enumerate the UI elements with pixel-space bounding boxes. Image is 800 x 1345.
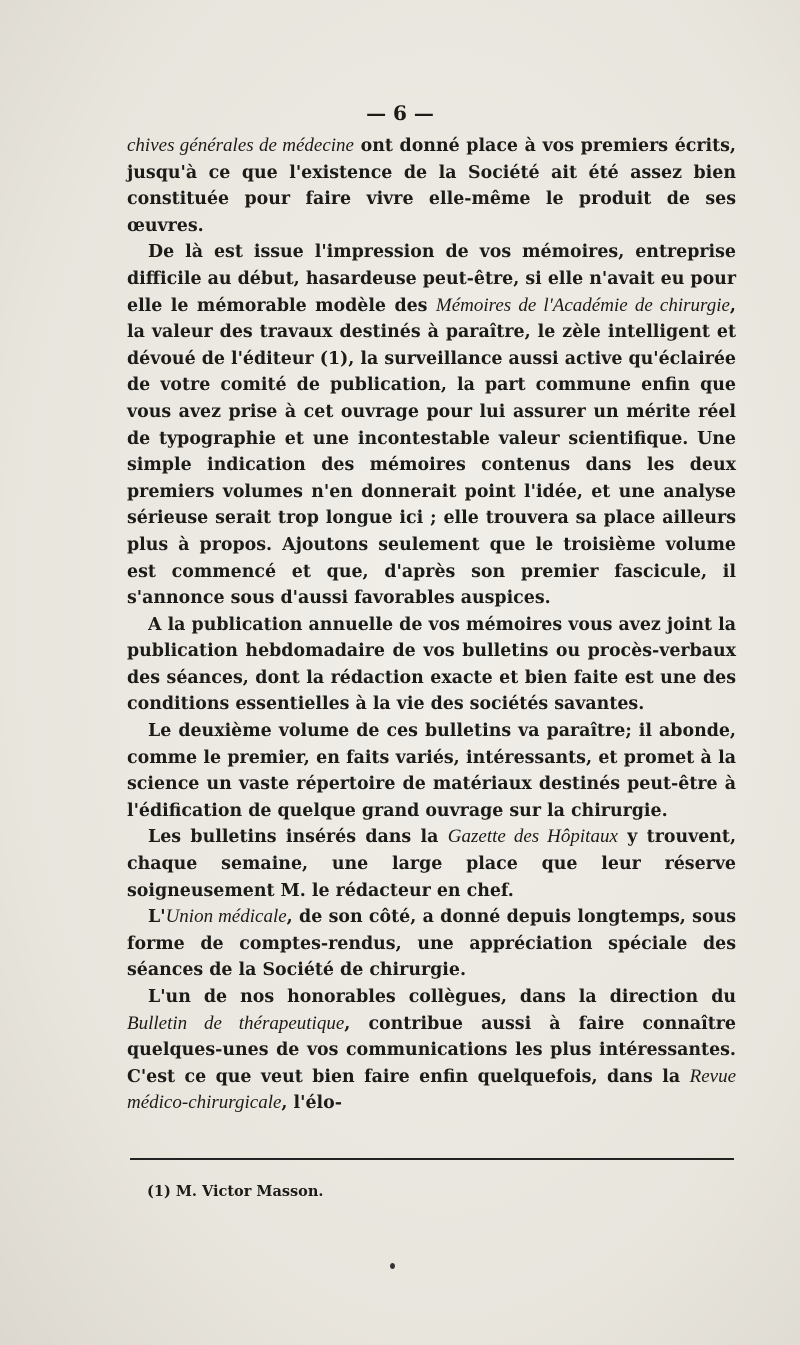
text-run: , la valeur des travaux destinés à paraître, le zèle intelligent et dévoué de l'éditeur (1), la surveillance aussi active qu'éclairée de votre comité de publication, la part commune enfin que vous avez prise à cet ouvrage pour lui assurer un mérite réel de typographie et une incontestable valeur scientifique. Une simple indication des mémoires contenus dans les deux premiers volumes n'en donnerait point l'idée, et une analyse sérieuse serait trop longue ici ; elle trouvera sa place ailleurs plus à propos. Ajoutons seulement que le troisième volume est commencé et que, d'après son premier fascicule, il s'annonce sous d'aussi favorables auspices. xyxy=(127,295,736,609)
italic-title: Gazette des Hôpitaux xyxy=(447,826,618,848)
paragraph xyxy=(127,824,736,904)
text-run: ont donné place à vos premiers écrits, jusqu'à ce que l'existence de la Société ait été assez bien constituée pour faire vivre elle-même le produit de ses œuvres. xyxy=(127,136,736,236)
text-run: L' xyxy=(148,907,166,928)
italic-title: Mémoires de l'Académie de chirurgie xyxy=(435,294,730,316)
text-run: Les bulletins insérés dans la xyxy=(148,827,448,848)
footnote: (1) M. Victor Masson. xyxy=(147,1183,324,1200)
italic-title: chives générales de médecine xyxy=(127,135,354,156)
italic-title: Union médicale xyxy=(165,906,287,928)
italic-title: Revue médico-chirurgicale xyxy=(127,1065,736,1114)
paragraph xyxy=(127,904,736,984)
page-number: — 6 — xyxy=(366,101,434,125)
text-run: A la publication annuelle de vos mémoires vous avez joint la publication hebdomadaire de vos bulletins ou procès-verbaux des séances, dont la rédaction exacte et bien faite est une des conditions essentielles à la vie des sociétés savantes. xyxy=(127,614,736,715)
text-run: Le deuxième volume de ces bulletins va paraître; il abonde, comme le premier, en faits variés, intéressants, et promet à la science un vaste répertoire de matériaux destinés peut-être à l'édification de quelque grand ouvrage sur la chirurgie. xyxy=(127,721,736,821)
paragraph xyxy=(127,984,736,1117)
text-run: De là est issue l'impression de vos mémoires, entreprise difficile au début, hasardeuse peut-être, si elle n'avait eu pour elle le mémorable modèle des xyxy=(127,242,736,316)
ink-speck xyxy=(390,1263,395,1269)
text-run: , contribue aussi à faire connaître quelques-unes de vos communications les plus intéressantes. C'est ce que veut bien faire enfin quelquefois, dans la xyxy=(127,1013,737,1087)
text-run: , l'élo- xyxy=(281,1093,342,1114)
italic-title: Bulletin de thérapeutique xyxy=(127,1012,345,1034)
footnote-rule xyxy=(130,1158,734,1160)
paragraph xyxy=(127,239,736,611)
paragraph xyxy=(127,612,736,718)
text-run: y trouvent, chaque semaine, une large place que leur réserve soigneusement M. le rédacteur en chef. xyxy=(127,827,737,901)
body-text xyxy=(127,133,736,1117)
text-run: , de son côté, a donné depuis longtemps, sous forme de comptes-rendus, une appréciation spéciale des séances de la Société de chirurgie. xyxy=(127,907,736,981)
paragraph xyxy=(127,718,736,824)
text-run: L'un de nos honorables collègues, dans la direction du xyxy=(148,987,736,1007)
paragraph xyxy=(127,133,736,239)
